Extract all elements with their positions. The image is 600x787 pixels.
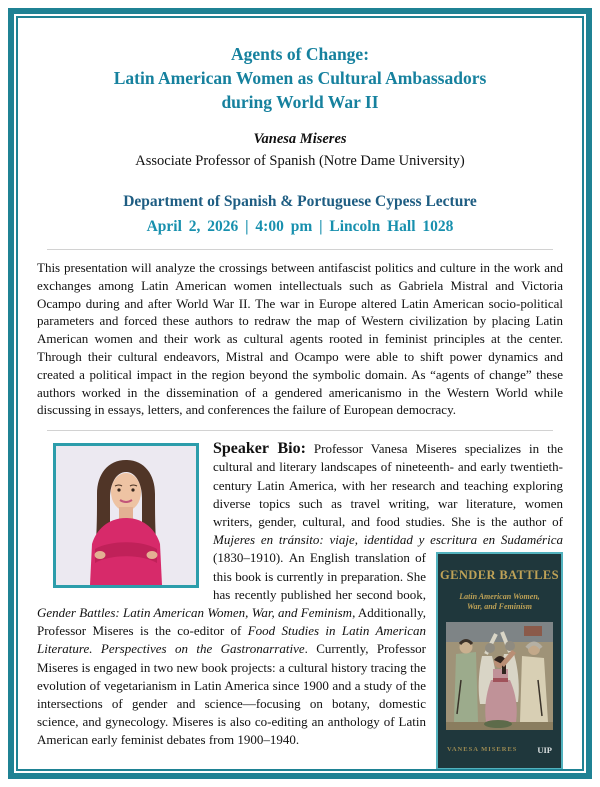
lecture-title-line-1: Agents of Change: [230,44,370,64]
speaker-name: Vanesa Miseres [253,131,347,147]
speaker-photo [53,443,199,588]
bio-text-2: (1830–1910). [213,550,289,566]
book-cover-subtitle-1: Latin American Women, [459,591,540,601]
bio-book-title-1: Mujeres en tránsito: viaje, identidad y escritura en Sudamérica [213,532,563,548]
bio-text-1: Professor Vanesa Miseres specializes in the cultural and literary landscapes of nineteenth- and early twentieth-century Latin America, with her research and teaching exploring diverse topics such as travel writing, war literature, women writers, gender, cultural, and food studies. She is the author of [213,441,563,529]
bio-text-3: An English translation of this book is currently in preparation. She has recently published her second book, [213,550,426,602]
book-cover-footer [438,741,561,759]
lecture-title-line-2: Latin American Women as Cultural Ambassadors [113,68,487,88]
speaker-portrait-illustration [56,446,196,585]
bio-book-title-3: Food Studies in Latin American Literature. Perspectives on the Gastronarrative [37,623,426,657]
lecture-title [37,42,563,114]
bio-text-5: . Currently, Professor Miseres is engaged in two new book projects: a cultural history tracing the evolution of vegetarianism in Latin America since 1900 and a study of the intersections of gender and science—focusing on botany, domestic science, and gynecology. Miseres is also co-editing an anthology of Latin American early feminist debates from 1900–1940. [37,641,426,748]
lecture-title-line-3: during World War II [221,92,379,112]
speaker-bio-heading: Speaker Bio: [213,440,306,458]
section-divider-top [47,249,553,250]
flyer-content [18,18,582,755]
book-cover [436,552,563,769]
book-cover-author: VANESA MISERES [447,745,518,753]
page-border [8,8,592,779]
section-divider-bio [47,430,553,431]
bio-text-4: , Additionally, Professor Miseres is the co-editor of [37,605,427,639]
lecture-datetime: April 2, 2026 | 4:00 pm | Lincoln Hall 1028 [146,218,454,235]
lecture-series: Department of Spanish & Portuguese Cypess Lecture [123,193,477,210]
book-publisher-logo: UIP [537,744,552,755]
speaker-title: Associate Professor of Spanish (Notre Dame University) [135,153,465,169]
bio-book-title-2: Gender Battles: Latin American Women, War, and Feminism [37,605,353,620]
book-cover-mural-art [446,622,553,730]
book-cover-subtitle-2: War, and Feminism [467,602,532,612]
page-inner-border [16,16,584,771]
abstract-paragraph: This presentation will analyze the crossings between antifascist politics and culture in the work and exchanges among Latin American women intellectuals such as Gabriela Mistral and Victoria Ocampo during and after World War II. The war in Europe altered Latin American socio-political parameters and forced these authors to redraw the map of Western civilization by placing Latin American women and their work as cultural agents rooted in feminist principles at the center. Through their cultural endeavors, Mistral and Ocampo were able to shift power dynamics and created a political impact in the region beyond the symbolic domain. As “agents of change” these authors worked in the dissemination of a gendered americanismo in the Western World while discussing in essays, letters, and conferences the failure of European democracy. [37,260,563,418]
book-cover-title: GENDER BATTLES [440,568,559,583]
speaker-bio-section [37,440,563,755]
